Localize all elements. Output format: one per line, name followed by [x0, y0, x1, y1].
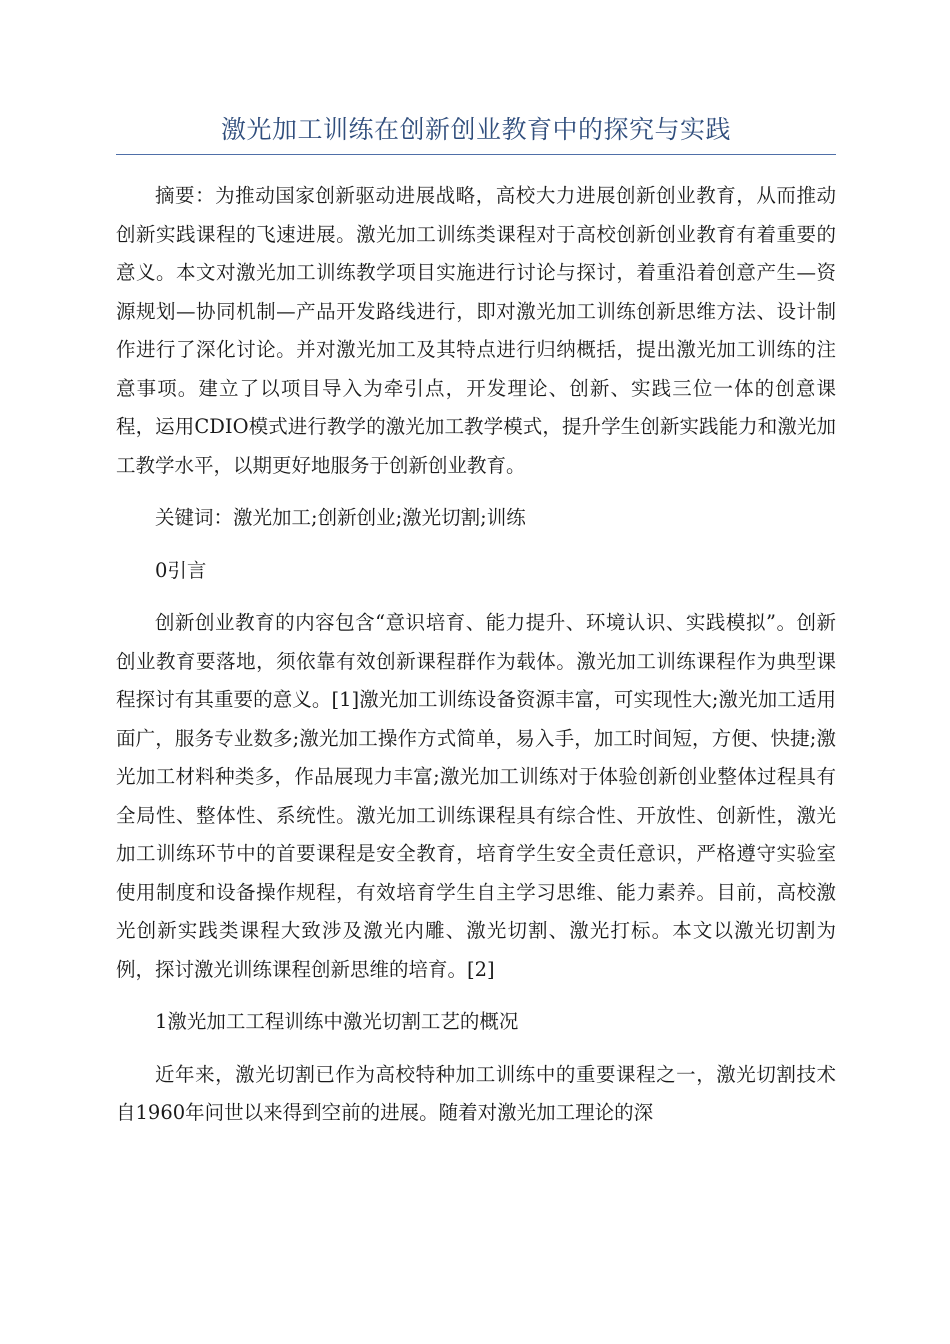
abstract-paragraph: 摘要：为推动国家创新驱动进展战略，高校大力进展创新创业教育，从而推动创新实践课程的飞速进展。激光加工训练类课程对于高校创新创业教育有着重要的意义。本文对激光加工训练教学项目实施进行讨论与探讨，着重沿着创意产生—资源规划—协同机制—产品开发路线进行，即对激光加工训练创新思维方法、设计制作进行了深化讨论。并对激光加工及其特点进行归纳概括，提出激光加工训练的注意事项。建立了以项目导入为牵引点，开发理论、创新、实践三位一体的创意课程，运用CDIO模式进行教学的激光加工教学模式，提升学生创新实践能力和激光加工教学水平，以期更好地服务于创新创业教育。 — [116, 184, 836, 477]
document-title: 激光加工训练在创新创业教育中的探究与实践 — [220, 115, 731, 144]
section-1-paragraph: 近年来，激光切割已作为高校特种加工训练中的重要课程之一，激光切割技术自1960年问世以来得到空前的进展。随着对激光加工理论的深 — [116, 1062, 836, 1124]
title-underline — [116, 154, 836, 155]
keywords-line: 关键词：激光加工;创新创业;激光切割;训练 — [155, 506, 526, 529]
section-heading-1: 1激光加工工程训练中激光切割工艺的概况 — [155, 1010, 519, 1033]
introduction-paragraph: 创新创业教育的内容包含“意识培育、能力提升、环境认识、实践模拟”。创新创业教育要落地，须依靠有效创新课程群作为载体。激光加工训练课程作为典型课程探讨有其重要的意义。[1]激光加工训练设备资源丰富，可实现性大;激光加工适用面广，服务专业数多;激光加工操作方式简单，易入手，加工时间短，方便、快捷;激光加工材料种类多，作品展现力丰富;激光加工训练对于体验创新创业整体过程具有全局性、整体性、系统性。激光加工训练课程具有综合性、开放性、创新性，激光加工训练环节中的首要课程是安全教育，培育学生安全责任意识，严格遵守实验室使用制度和设备操作规程，有效培育学生自主学习思维、能力素养。目前，高校激光创新实践类课程大致涉及激光内雕、激光切割、激光打标。本文以激光切割为例，探讨激光训练课程创新思维的培育。[2] — [116, 611, 836, 981]
section-heading-introduction: 0引言 — [155, 558, 207, 582]
document-page — [116, 112, 836, 1133]
